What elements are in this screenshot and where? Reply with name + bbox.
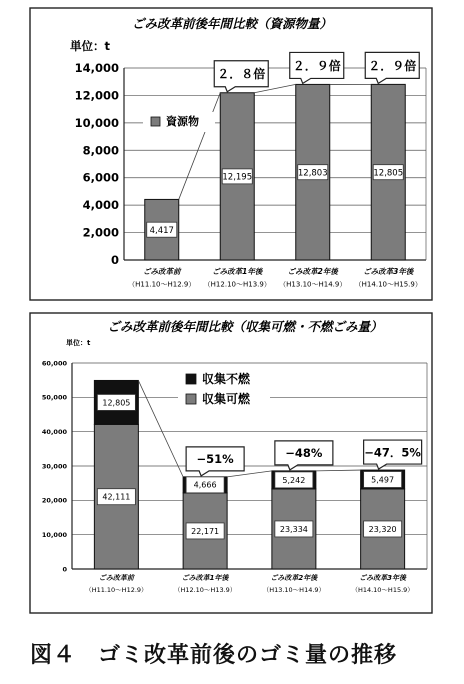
data-label: 42,111 [102, 492, 131, 502]
chart-2-ytick: 30,000 [41, 462, 67, 471]
x-category-label: ごみ改革3年後 [359, 574, 407, 582]
data-label: 12,805 [373, 168, 404, 179]
annotation-text: ２．９倍 [368, 58, 417, 73]
chart-2-ytick: 50,000 [41, 393, 67, 402]
legend-label: 収集不燃 [202, 372, 251, 386]
x-category-label: ごみ改革前 [98, 574, 134, 582]
x-category-label: ごみ改革1年後 [181, 574, 229, 582]
figure-caption [30, 638, 397, 669]
figure-caption-text: ゴミ改革前後のゴミ量の推移 [98, 643, 398, 668]
chart-1-ytick: 10,000 [74, 115, 119, 130]
legend-swatch [186, 374, 196, 384]
annotation-text: ２．８倍 [217, 67, 266, 82]
chart-1-title: ごみ改革前後年間比較（資源物量） [131, 16, 333, 31]
x-category-label: ごみ改革2年後 [270, 574, 318, 582]
data-label: 23,334 [279, 524, 308, 534]
annotation-text: ２．９倍 [292, 58, 341, 73]
x-category-label: ごみ改革1年後 [212, 267, 263, 276]
x-category-period: （H14.10〜H15.9） [351, 586, 414, 594]
chart-1-ytick: 12,000 [74, 88, 119, 103]
data-label: 5,242 [282, 475, 306, 485]
annotation-text: −51% [196, 452, 234, 467]
data-label: 4,417 [149, 225, 174, 236]
chart-2-ytick: 0 [62, 565, 67, 574]
chart-1-ylabel: 単位：t [70, 39, 110, 53]
data-label: 4,666 [193, 480, 217, 490]
x-category-period: （H11.10〜H12.9） [128, 280, 196, 289]
x-category-period: （H12.10〜H13.9） [203, 280, 271, 289]
chart-2-ylabel: 単位：t [66, 339, 91, 347]
legend-swatch [186, 394, 196, 404]
legend-label: 資源物 [166, 115, 199, 128]
data-label: 12,803 [297, 168, 328, 179]
chart-2-ytick: 20,000 [41, 496, 67, 505]
x-category-period: （H11.10〜H12.9） [85, 586, 148, 594]
x-category-period: （H12.10〜H13.9） [173, 586, 237, 594]
annotation-text: −47．5% [364, 445, 421, 460]
chart-1-ytick: 8,000 [82, 143, 119, 158]
chart-1-ytick: 2,000 [82, 225, 119, 240]
legend-label: 収集可燃 [202, 392, 251, 406]
data-label: 12,805 [102, 398, 131, 408]
x-category-label: ごみ改革2年後 [287, 267, 338, 276]
chart-1-ytick: 4,000 [82, 198, 119, 213]
chart-1-ytick: 14,000 [74, 61, 119, 76]
data-label: 12,195 [222, 172, 253, 183]
chart-1-ytick: 0 [110, 253, 119, 268]
chart-2-ytick: 40,000 [41, 427, 67, 436]
data-label: 22,171 [191, 526, 220, 536]
chart-2-title: ごみ改革前後年間比較（収集可燃・不燃ごみ量） [107, 319, 383, 334]
data-label: 5,497 [371, 475, 395, 485]
data-label: 23,320 [368, 524, 397, 534]
annotation-text: −48% [285, 446, 323, 461]
chart-1-ytick: 6,000 [82, 170, 119, 185]
x-category-period: （H13.10〜H14.9） [262, 586, 326, 594]
chart-2-ytick: 60,000 [41, 359, 67, 368]
chart-2-ytick: 10,000 [41, 530, 67, 539]
legend-swatch [151, 117, 160, 126]
x-category-period: （H13.10〜H14.9） [279, 280, 347, 289]
x-category-label: ごみ改革3年後 [363, 267, 414, 276]
x-category-label: ごみ改革前 [143, 267, 181, 276]
x-category-period: （H14.10〜H15.9） [354, 280, 422, 289]
figure-caption-label: 図４ [30, 643, 77, 668]
